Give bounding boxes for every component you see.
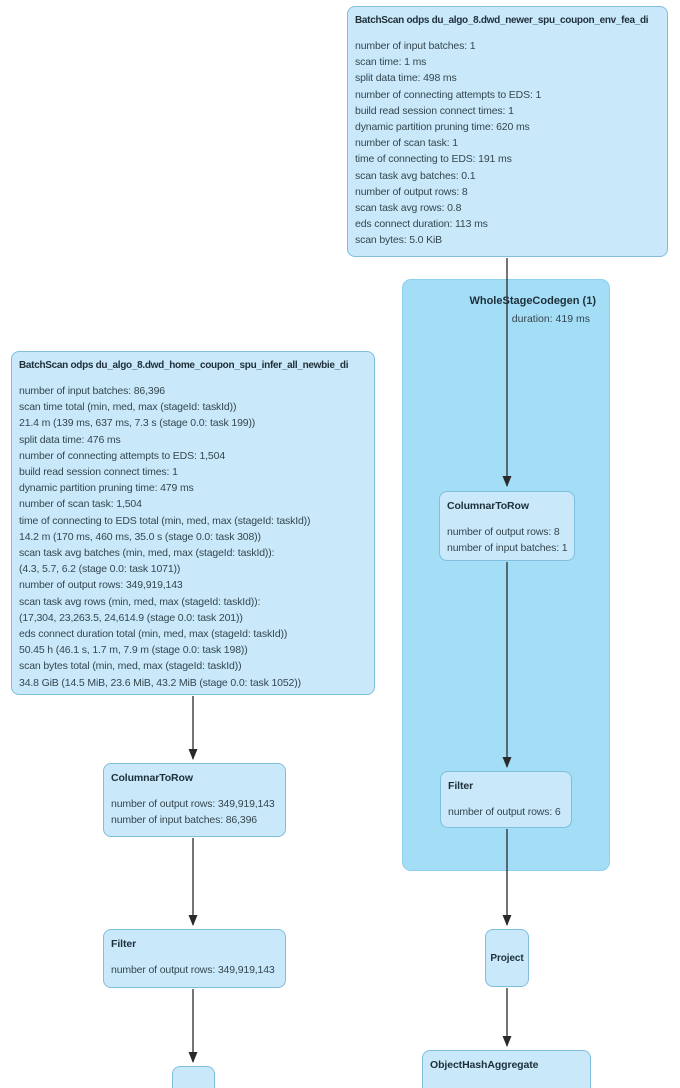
- metric-line: split data time: 498 ms: [355, 72, 457, 85]
- node-title: BatchScan odps du_algo_8.dwd_home_coupon_spu_infer_all_newbie_di: [19, 360, 349, 371]
- metric-line: time of connecting to EDS total (min, med, max (stageId: taskId)): [19, 514, 311, 527]
- metric-line: time of connecting to EDS: 191 ms: [355, 153, 512, 166]
- metric-line: number of input batches: 86,396: [111, 814, 257, 827]
- node-batchscan-newer[interactable]: [347, 6, 668, 257]
- node-title: Filter: [111, 938, 137, 950]
- metric-line: scan task avg rows: 0.8: [355, 202, 462, 215]
- node-truncated-bottom-left[interactable]: [172, 1066, 215, 1088]
- metric-line: scan bytes: 5.0 KiB: [355, 234, 443, 247]
- metric-line: scan task avg batches: 0.1: [355, 169, 476, 182]
- metric-line: scan task avg rows (min, med, max (stageId: taskId)):: [19, 595, 261, 608]
- node-title: Filter: [448, 780, 474, 792]
- cluster-title: WholeStageCodegen (1): [469, 295, 596, 307]
- metric-line: number of input batches: 1: [447, 542, 568, 555]
- metric-line: number of output rows: 349,919,143: [111, 964, 275, 976]
- node-title: BatchScan odps du_algo_8.dwd_newer_spu_coupon_env_fea_di: [355, 15, 649, 26]
- node-columnartorow-right[interactable]: [439, 491, 575, 561]
- metric-line: number of input batches: 86,396: [19, 385, 165, 397]
- metric-line: number of connecting attempts to EDS: 1,504: [19, 449, 226, 462]
- metric-line: number of output rows: 8: [447, 526, 560, 538]
- metric-line: number of output rows: 6: [448, 806, 561, 818]
- node-title: ColumnarToRow: [111, 772, 193, 784]
- metric-line: build read session connect times: 1: [355, 104, 514, 117]
- node-title: ObjectHashAggregate: [430, 1059, 539, 1071]
- metric-line: number of scan task: 1: [355, 137, 458, 150]
- metric-line: scan task avg batches (min, med, max (stageId: taskId)):: [19, 547, 275, 560]
- node-filter-left[interactable]: [103, 929, 286, 988]
- metric-line: split data time: 476 ms: [19, 433, 121, 446]
- metric-line: eds connect duration total (min, med, max (stageId: taskId)): [19, 628, 288, 641]
- metric-line: number of input batches: 1: [355, 40, 476, 52]
- node-batchscan-home[interactable]: [11, 351, 375, 695]
- metric-line: number of output rows: 349,919,143: [19, 579, 183, 592]
- cluster-duration: duration: 419 ms: [511, 313, 590, 325]
- node-project[interactable]: [485, 929, 529, 987]
- node-objecthashaggregate[interactable]: [422, 1050, 591, 1088]
- metric-line: number of output rows: 8: [355, 185, 468, 198]
- metric-line: 34.8 GiB (14.5 MiB, 23.6 MiB, 43.2 MiB (stage 0.0: task 1052)): [19, 676, 301, 689]
- metric-line: scan time total (min, med, max (stageId: taskId)): [19, 401, 237, 414]
- metric-line: dynamic partition pruning time: 479 ms: [19, 482, 194, 495]
- metric-line: scan bytes total (min, med, max (stageId: taskId)): [19, 660, 242, 673]
- metric-line: build read session connect times: 1: [19, 466, 178, 479]
- node-title: Project: [490, 952, 524, 964]
- metric-line: scan time: 1 ms: [355, 56, 427, 69]
- node-title: ColumnarToRow: [447, 500, 529, 512]
- metric-line: number of output rows: 349,919,143: [111, 798, 275, 810]
- metric-line: number of scan task: 1,504: [19, 498, 142, 511]
- metric-line: (4.3, 5.7, 6.2 (stage 0.0: task 1071)): [19, 563, 181, 576]
- node-filter-right[interactable]: [440, 771, 572, 828]
- metric-line: 50.45 h (46.1 s, 1.7 m, 7.9 m (stage 0.0: task 198)): [19, 644, 248, 657]
- metric-line: number of connecting attempts to EDS: 1: [355, 88, 542, 101]
- metric-line: 21.4 m (139 ms, 637 ms, 7.3 s (stage 0.0: task 199)): [19, 417, 256, 430]
- metric-line: eds connect duration: 113 ms: [355, 218, 488, 231]
- metric-line: (17,304, 23,263.5, 24,614.9 (stage 0.0: task 201)): [19, 611, 243, 624]
- node-columnartorow-left[interactable]: [103, 763, 286, 837]
- metric-line: dynamic partition pruning time: 620 ms: [355, 121, 530, 134]
- metric-line: 14.2 m (170 ms, 460 ms, 35.0 s (stage 0.0: task 308)): [19, 530, 261, 543]
